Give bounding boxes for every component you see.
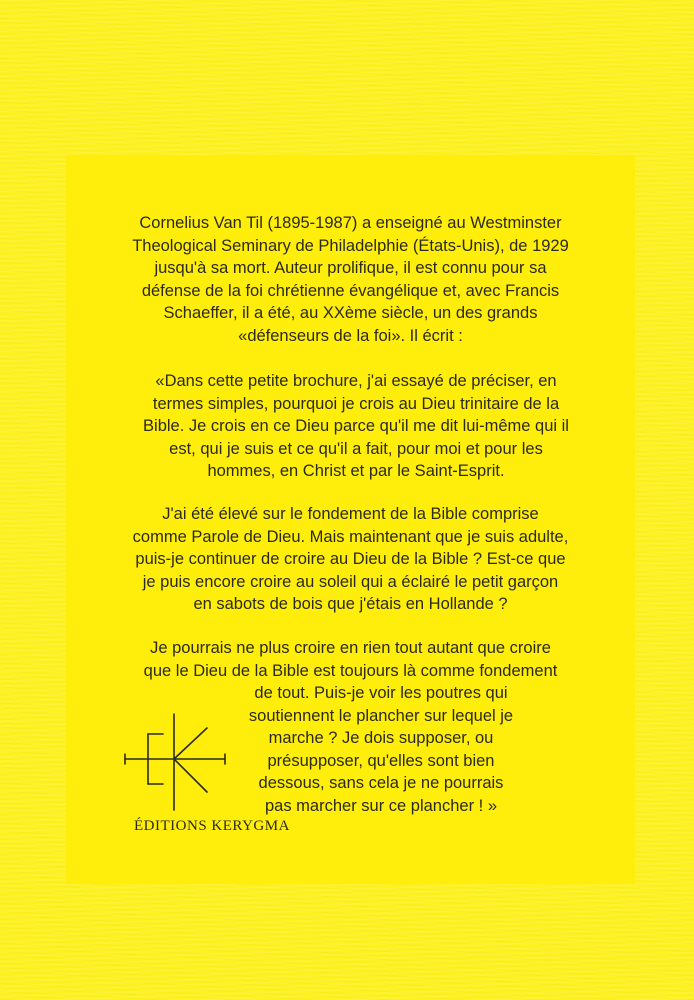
author-bio (66, 212, 635, 347)
quote-line: que le Dieu de la Bible est toujours là comme fondement (143, 661, 558, 680)
quote-line: puis-je continuer de croire au Dieu de la Bible ? Est-ce que (135, 550, 566, 568)
quote-line: est, qui je suis et ce qu'il a fait, pour moi et pour les (169, 439, 543, 458)
bio-line: Schaeffer, il a été, au XXème siècle, un des grands (163, 304, 538, 322)
quote-line: Bible. Je crois en ce Dieu parce qu'il me dit lui-même qui il (143, 417, 569, 435)
back-cover-panel (66, 155, 635, 884)
quote-line: marche ? Je dois supposer, ou (268, 729, 494, 747)
quote-line: en sabots de bois que j'étais en Hollande ? (193, 595, 508, 613)
quote-line: J'ai été élevé sur le fondement de la Bible comprise (162, 505, 539, 523)
quote-paragraph-1 (96, 370, 616, 483)
quote-line: présupposer, qu'elles sont bien (267, 751, 495, 770)
quote-line: de tout. Puis-je voir les poutres qui (254, 684, 508, 702)
quote-line: comme Parole de Dieu. Mais maintenant que je suis adulte, (132, 527, 569, 546)
quote-line: dessous, sans cela je ne pourrais (258, 774, 504, 792)
quote-line: je puis encore croire au soleil qui a éclairé le petit garçon (142, 572, 559, 591)
publisher-name: ÉDITIONS KERYGMA (134, 818, 290, 834)
quote-line: pas marcher sur ce plancher ! » (264, 796, 498, 815)
quote-line: Je pourrais ne plus croire en rien tout autant que croire (150, 639, 551, 657)
bio-line: Theological Seminary de Philadelphie (États-Unis), de 1929 (132, 236, 569, 255)
quote-line: hommes, en Christ et par le Saint-Esprit. (207, 462, 505, 480)
bio-line: défense de la foi chrétienne évangélique et, avec Francis (141, 281, 560, 300)
quote-line: «Dans cette petite brochure, j'ai essayé de préciser, en (155, 372, 557, 390)
quote-line: termes simples, pourquoi je crois au Dieu trinitaire de la (152, 394, 560, 413)
quote-line: soutiennent le plancher sur lequel je (248, 706, 514, 725)
bio-line: Cornelius Van Til (1895-1987) a enseigné au Westminster (139, 214, 562, 232)
quote-paragraph-2 (66, 503, 635, 616)
quote-paragraph-3-continued (236, 682, 526, 817)
bio-line: jusqu'à sa mort. Auteur prolifique, il est connu pour sa (154, 259, 547, 277)
ek-monogram-icon (121, 712, 231, 817)
quote-paragraph-3 (66, 637, 635, 682)
bio-line: «défenseurs de la foi». Il écrit : (238, 326, 463, 345)
